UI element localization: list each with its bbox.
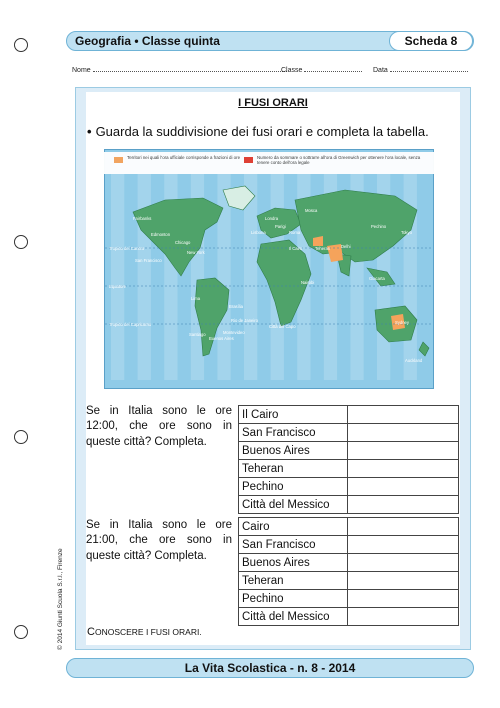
subject-title: Geografia • Classe quinta xyxy=(75,34,220,48)
map-label: Edmonton xyxy=(151,232,171,237)
map-label: Mosca xyxy=(305,208,318,213)
map-label: Delhi xyxy=(341,244,351,249)
exercise-2-prompt: Se in Italia sono le ore 21:00, che ore sono in queste città? Completa. xyxy=(86,519,232,562)
table-row xyxy=(239,496,459,514)
city-name: Città del Messico xyxy=(239,496,348,514)
legend-swatch-fraction xyxy=(114,157,123,163)
instruction: • Guarda la suddivisione dei fusi orari e completa la tabella. xyxy=(87,124,429,139)
answer-cell[interactable] xyxy=(348,608,459,626)
answer-cell[interactable] xyxy=(348,554,459,572)
map-label: Lima xyxy=(191,296,201,301)
map-label: Pechino xyxy=(371,224,387,229)
table-row xyxy=(239,518,459,536)
city-name: Teheran xyxy=(239,572,348,590)
map-label: Rio de Janeiro xyxy=(231,318,259,323)
map-legend xyxy=(104,152,434,174)
answer-cell[interactable] xyxy=(348,460,459,478)
city-name: San Francisco xyxy=(239,424,348,442)
answer-cell[interactable] xyxy=(348,496,459,514)
table-row xyxy=(239,536,459,554)
map-label: Buenos Aires xyxy=(209,336,234,341)
map-label: Auckland xyxy=(405,358,423,363)
map-label: Tokyo xyxy=(401,230,412,235)
answer-cell[interactable] xyxy=(348,590,459,608)
city-name: Pechino xyxy=(239,478,348,496)
answer-cell[interactable] xyxy=(348,442,459,460)
map-label: Brasília xyxy=(229,304,243,309)
bullet-icon: • xyxy=(87,124,92,139)
map-label: Nairobi xyxy=(301,280,315,285)
map-label: Santiago xyxy=(189,332,206,337)
map-label: Tropico del Capricorno xyxy=(109,322,152,327)
city-name: San Francisco xyxy=(239,536,348,554)
city-name: Pechino xyxy=(239,590,348,608)
map-label: Giacarta xyxy=(369,276,385,281)
copyright-notice: © 2014 Giunti Scuola S.r.l., Firenze xyxy=(57,548,64,650)
worksheet-heading: I FUSI ORARI xyxy=(238,97,308,109)
punch-hole-4 xyxy=(14,625,28,639)
map-label: Città del Capo xyxy=(269,324,296,329)
map-label: Teheran xyxy=(315,246,331,251)
footer-bar: La Vita Scolastica - n. 8 - 2014 xyxy=(66,658,474,678)
map-label: New York xyxy=(187,250,205,255)
class-field[interactable]: Classe xyxy=(281,66,362,74)
map-label: Londra xyxy=(265,216,279,221)
world-map-image xyxy=(105,150,434,389)
table-row xyxy=(239,406,459,424)
answer-cell[interactable] xyxy=(348,572,459,590)
table-row xyxy=(239,478,459,496)
exercise-1-prompt: Se in Italia sono le ore 12:00, che ore sono in queste città? Completa. xyxy=(86,405,232,448)
answer-cell[interactable] xyxy=(348,536,459,554)
table-row xyxy=(239,572,459,590)
punch-hole-2 xyxy=(14,235,28,249)
legend-swatch-offset xyxy=(244,157,253,163)
table-row xyxy=(239,608,459,626)
map-label: Equatore xyxy=(109,284,126,289)
table-row xyxy=(239,590,459,608)
header-bar xyxy=(66,31,474,51)
table-row xyxy=(239,460,459,478)
exercise-2-table xyxy=(238,517,459,626)
answer-cell[interactable] xyxy=(348,406,459,424)
answer-cell[interactable] xyxy=(348,424,459,442)
time-zone-map xyxy=(104,149,434,389)
learning-objective: CONOSCERE I FUSI ORARI. xyxy=(87,626,202,638)
punch-hole-3 xyxy=(14,430,28,444)
answer-cell[interactable] xyxy=(348,478,459,496)
map-label: Lisbona xyxy=(251,230,266,235)
legend-text-offset: Numero da sommare o sottrarre all'ora di Greenwich per ottenere l'ora locale, senza tenere conto dell'ora legale xyxy=(257,155,421,165)
time-zone-stripe xyxy=(111,174,124,380)
sheet-number: Scheda 8 xyxy=(389,31,473,51)
punch-hole-1 xyxy=(14,38,28,52)
table-row xyxy=(239,554,459,572)
name-field[interactable]: Nome xyxy=(72,66,287,74)
map-label: Sydney xyxy=(395,320,409,325)
city-name: Buenos Aires xyxy=(239,554,348,572)
city-name: Città del Messico xyxy=(239,608,348,626)
map-label: Chicago xyxy=(175,240,191,245)
answer-cell[interactable] xyxy=(348,518,459,536)
map-label: Fairbanks xyxy=(133,216,152,221)
city-name: Il Cairo xyxy=(239,406,348,424)
city-name: Teheran xyxy=(239,460,348,478)
map-label: Roma xyxy=(289,230,301,235)
map-label: Parigi xyxy=(275,224,286,229)
legend-text-fraction: Territori nei quali l'ora ufficiale corrisponde a frazioni di ore xyxy=(127,155,241,160)
map-label: Tropico del Cancro xyxy=(109,246,145,251)
map-label: Il Cairo xyxy=(289,246,303,251)
city-name: Buenos Aires xyxy=(239,442,348,460)
city-name: Cairo xyxy=(239,518,348,536)
table-row xyxy=(239,442,459,460)
time-zone-stripe xyxy=(138,174,151,380)
map-label: Montevideo xyxy=(223,330,245,335)
exercise-1-table xyxy=(238,405,459,514)
date-field[interactable]: Data xyxy=(373,66,468,74)
map-label: San Francisco xyxy=(135,258,162,263)
table-row xyxy=(239,424,459,442)
